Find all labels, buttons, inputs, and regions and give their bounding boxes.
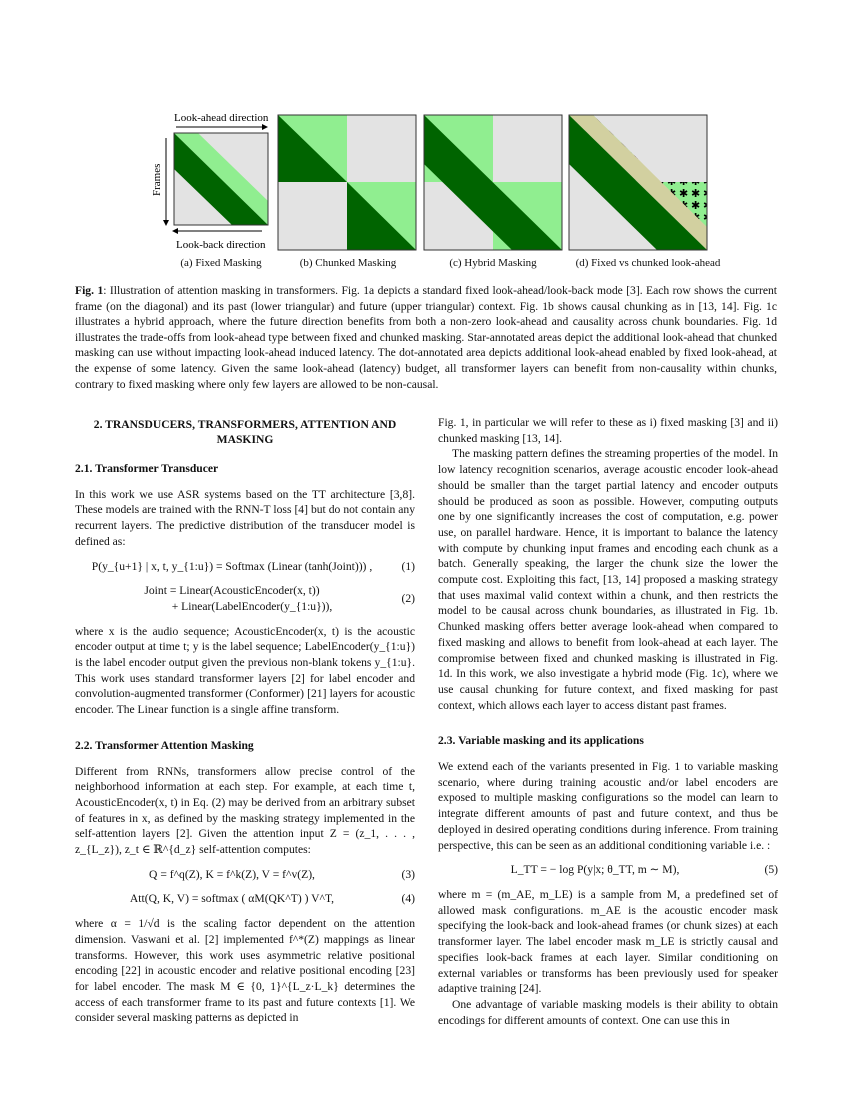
figure-panels	[0, 100, 850, 280]
figure-caption	[75, 283, 777, 392]
figure-1	[0, 100, 850, 280]
subcaption-b: (b) Chunked Masking	[299, 257, 397, 269]
equation-3	[75, 867, 415, 883]
subsection-2-3: 2.3. Variable masking and its applications	[438, 734, 644, 748]
section-heading: 2. TRANSDUCERS, TRANSFORMERS, ATTENTION AND MASKING	[93, 418, 397, 446]
equation-2-line-1: Joint = Linear(AcousticEncoder(x, t))	[144, 584, 320, 598]
panel-a	[174, 133, 268, 225]
equation-5-body: L_TT = − log P(y|x; θ_TT, m ∼ M),	[510, 863, 680, 877]
equation-2	[75, 583, 415, 614]
subcaption-d: (d) Fixed vs chunked look-ahead	[575, 257, 721, 269]
subsection-2-2: 2.2. Transformer Attention Masking	[75, 738, 254, 752]
look-back-label: Look-back direction	[176, 239, 266, 251]
paragraph: In this work we use ASR systems based on the TT architecture [3,8]. These models are trained with the RNN-T loss [4] but do not contain any recurrent layers. The predictive distribution of the transducer model is defined as:	[75, 487, 415, 548]
panel-d	[569, 115, 707, 250]
equation-2-number: (2)	[401, 592, 415, 606]
paragraph: The masking pattern defines the streaming properties of the model. In low latency recognition scenarios, average acoustic encoder look-ahead should be smaller than the target partial latency and encoder outputs should be produced as soon as possible. However, computing outputs one by one significantly increases the cost of computation, e.g. power use, on parallel hardware. Hence, it is important to balance the latency with compute by chunking input frames and encoding each chunk as a batch. Generally speaking, the larger the chunk size the lower the compute cost. Exploiting this fact, [13, 14] proposed a masking strategy that uses maximal valid context within a chunk, and then restricts the model to be causal across chunk boundaries, as illustrated in Fig. 1b. Chunked masking offers better average look-ahead when compared to fixed masking and allows to benefit from look-ahead at each layer. The compromise between fixed and chunked masking is illustrated in Fig. 1d. In this work, we also investigate a hybrid mode (Fig. 1c), where we use causal chunking for future context, and fixed masking for past context, which allows each layer to access distant past frames.	[438, 447, 778, 712]
equation-2-line-2: + Linear(LabelEncoder(y_{1:u})),	[171, 599, 333, 613]
subsection-2-1: 2.1. Transformer Transducer	[75, 462, 219, 475]
look-ahead-label: Look-ahead direction	[174, 112, 269, 124]
paragraph: where α = 1/√d is the scaling factor dependent on the attention dimension. Vaswani et al. [2] implemented f^*(Z) mappings as linear transforms. However, this work uses asymmetric relative positional encoding [22] in acoustic encoder and relative positional encoding [23] for label encoder. The mask M ∈ {0, 1}^{L_z·L_k} determines the access of each transformer frame to its past and future contexts [1]. We consider several masking patterns as depicted in	[75, 917, 415, 1025]
equation-3-body: Q = f^q(Z), K = f^k(Z), V = f^v(Z),	[149, 867, 315, 881]
equation-4-body: Att(Q, K, V) = softmax ( αM(QK^T) ) V^T,	[129, 892, 335, 906]
equation-3-number: (3)	[401, 867, 415, 881]
equation-4-number: (4)	[401, 892, 415, 906]
subcaption-a: (a) Fixed Masking	[180, 257, 262, 269]
right-column	[438, 415, 778, 1028]
equation-2-body	[75, 583, 389, 614]
panel-c	[424, 115, 562, 250]
subcaption-c: (c) Hybrid Masking	[449, 257, 537, 269]
paragraph: where x is the audio sequence; AcousticEncoder(x, t) is the acoustic encoder output at time t; y is the label sequence; LabelEncoder(y_{1:u}) is the label encoder output given the previous non-blank tokens y_{1:u}. This work uses standard transformer layers [2] for label encoder and convolution-augmented transformer (Conformer) [21] layers for acoustic encoder. The Linear function is a single affine transform.	[75, 624, 415, 717]
paragraph: where m = (m_AE, m_LE) is a sample from M, a predefined set of allowed mask configurations. m_AE is the acoustic encoder mask specifying the look-back and look-ahead frames (or chunk sizes) at each transformer layer. The label encoder mask m_LE is strictly causal and specifies look-back frames at each layer. Similar conditioning on external variables or transforms has been previously used for speaker adaptive training [24].	[438, 887, 778, 996]
equation-1	[75, 559, 415, 575]
equation-4	[75, 891, 415, 907]
paragraph: Fig. 1, in particular we will refer to these as i) fixed masking [3] and ii) chunked masking [13, 14].	[438, 416, 778, 445]
figure-caption-label: Fig. 1	[75, 284, 104, 297]
frames-label: Frames	[151, 163, 163, 196]
equation-5	[438, 862, 778, 878]
figure-caption-text: : Illustration of attention masking in transformers. Fig. 1a depicts a standard fixed look-ahead/look-back mode [3]. Each row shows the current frame (on the diagonal) and its past (lower triangular) and future (upper triangular) context. Fig. 1b shows causal chunking as in [13, 14]. Fig. 1c illustrates a hybrid approach, where the future direction benefits from both a non-zero look-ahead and causality across chunk boundaries. Fig. 1d illustrates the trade-offs from look-ahead type between fixed and chunked masking. Star-annotated areas depict the additional look-ahead that chunked masking can use without impacting look-ahead induced latency. The dot-annotated area depicts additional look-ahead enabled by fixed look-ahead, at the expense of some latency. Given the same look-ahead (latency) budget, all transformer layers can benefit from non-causality within chunks, contrary to fixed masking where only few layers are allowed to be non-causal.	[75, 284, 777, 391]
paragraph: One advantage of variable masking models is their ability to obtain encodings for different amounts of context. One can use this in	[438, 997, 778, 1027]
equation-1-number: (1)	[401, 559, 415, 573]
paragraph: Different from RNNs, transformers allow precise control of the neighborhood information at each step. For example, at each time t, AcousticEncoder(x, t) in Eq. (2) may be derived from an arbitrary subset of features in x, as defined by the masking strategy implemented in the self-attention layers [2]. Given the attention input Z = (z_1, . . . , z_{L_z}), z_t ∈ ℝ^{d_z} self-attention computes:	[75, 764, 415, 857]
paragraph: We extend each of the variants presented in Fig. 1 to variable masking scenario, where during training acoustic and/or label encoders are exposed to multiple masking configurations so the model can learn to integrate different amounts of past and future context, and thus be deployed in desired operating conditions during inference. From training perspective, this can be seen as an additional conditioning variable i.e. :	[438, 760, 778, 852]
panel-b	[278, 115, 416, 250]
equation-5-number: (5)	[764, 863, 778, 877]
left-column	[75, 415, 415, 1026]
equation-1-body: P(y_{u+1} | x, t, y_{1:u}) = Softmax (Linear (tanh(Joint))) ,	[91, 559, 373, 573]
